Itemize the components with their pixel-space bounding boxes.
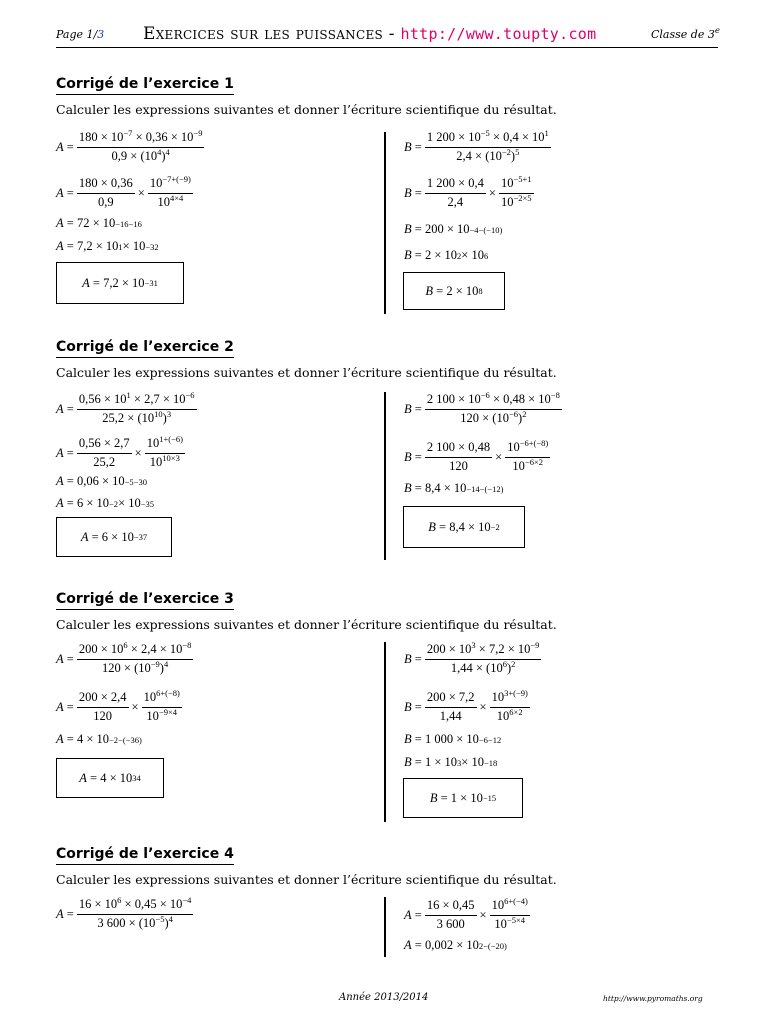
page-title: Exercices sur les puissances - http://www.toupty.com [143, 24, 597, 44]
s1-right-line1: B = $\frac{1 200 \times 10^{-5} \times 0,4 \times 10^1}{2,4 \times (10^{-2})^5}$ [404, 128, 549, 163]
s2-left-line3: A = 0,06 × 10 −5−30 [56, 474, 147, 488]
header-url-link[interactable]: http://www.toupty.com [400, 25, 597, 43]
s3-right-line4: B = 1 × 10 3 × 10 −18 [404, 755, 498, 769]
section-4-title: Corrigé de l’exercice 4 [56, 846, 234, 862]
s3-right-line3: B = 1 000 × 10 −6−12 [404, 732, 502, 746]
s3-left-result-box: A = 4 × 10 34 [56, 758, 164, 798]
section-3-instruction: Calculer les expressions suivantes et donner l’écriture scientifique du résultat. [56, 617, 557, 632]
s1-right-line3: B = 200 × 10 −4−(−10) [404, 222, 503, 236]
footer-year: Année 2013/2014 [339, 992, 429, 1003]
s1-left-line4: A = 7,2 × 10 1 × 10 −32 [56, 239, 159, 253]
s1-left-result-box: A = 7,2 × 10 −31 [56, 262, 184, 304]
s2-left-line2: A = $\frac{0,56 \times 2,7}{25,2}$ × $\frac{10^{1+(-6)}}{10^{10\times 3}}$ [56, 434, 183, 469]
s4-right-line2: A = $\frac{16 \times 0,45}{3 600}$ × $\frac{10^{6+(-4)}}{10^{-5\times 4}}$ [404, 896, 528, 931]
s2-right-line2: B = $\frac{2 100 \times 0,48}{120}$ × $\frac{10^{-6+(-8)}}{10^{-6\times 2}}$ [404, 438, 549, 473]
section-3-divider [384, 642, 386, 822]
s2-right-line1: B = $\frac{2 100 \times 10^{-6} \times 0,48 \times 10^{-8}}{120 \times (10^{-6})^2}$ [404, 390, 560, 425]
s1-left-line2: A = $\frac{180 \times 0,36}{0,9}$ × $\frac{10^{-7+(-9)}}{10^{4\times 4}}$ [56, 174, 191, 209]
section-2-divider [384, 392, 386, 560]
section-3-title: Corrigé de l’exercice 3 [56, 591, 234, 607]
s2-left-line4: A = 6 × 10 −2 × 10 −35 [56, 496, 155, 510]
s1-right-line2: B = $\frac{1 200 \times 0,4}{2,4}$ × $\frac{10^{-5+1}}{10^{-2\times 5}}$ [404, 174, 532, 209]
s1-left-line3: A = 72 × 10 −16−16 [56, 216, 142, 230]
section-4-divider [384, 897, 386, 957]
s3-right-line1: B = $\frac{200 \times 10^3 \times 7,2 \times 10^{-9}}{1,44 \times (10^6)^2}$ [404, 640, 540, 675]
s2-right-result-box: B = 8,4 × 10 −2 [403, 506, 525, 548]
footer-site-link[interactable]: http://www.pyromaths.org [603, 994, 703, 1003]
page-number: Page 1/3 [56, 28, 105, 41]
s3-left-line2: A = $\frac{200 \times 2,4}{120}$ × $\frac{10^{6+(-8)}}{10^{-9\times 4}}$ [56, 688, 180, 723]
s2-right-line3: B = 8,4 × 10 −14−(−12) [404, 481, 504, 495]
s4-right-line3: A = 0,002 × 10 2−(−20) [404, 938, 507, 952]
s3-left-line1: A = $\frac{200 \times 10^6 \times 2,4 \times 10^{-8}}{120 \times (10^{-9})^4}$ [56, 640, 192, 675]
s2-left-line1: A = $\frac{0,56 \times 10^1 \times 2,7 \times 10^{-6}}{25,2 \times (10^{10})^3}$ [56, 390, 195, 425]
s3-left-line3: A = 4 × 10 −2−(−36) [56, 732, 142, 746]
s3-right-line2: B = $\frac{200 \times 7,2}{1,44}$ × $\frac{10^{3+(-9)}}{10^{6\times 2}}$ [404, 688, 528, 723]
section-4-instruction: Calculer les expressions suivantes et donner l’écriture scientifique du résultat. [56, 872, 557, 887]
s1-right-line4: B = 2 × 10 2 × 10 6 [404, 248, 489, 262]
section-1-instruction: Calculer les expressions suivantes et donner l’écriture scientifique du résultat. [56, 102, 557, 117]
s4-left-line1: A = $\frac{16 \times 10^6 \times 0,45 \times 10^{-4}}{3 600 \times (10^{-5})^4}$ [56, 895, 192, 930]
section-2-title: Corrigé de l’exercice 2 [56, 339, 234, 355]
class-label: Classe de 3e [651, 26, 720, 41]
section-1-title: Corrigé de l’exercice 1 [56, 76, 234, 92]
s1-left-line1: A = $\frac{180 \times 10^{-7} \times 0,36 \times 10^{-9}}{0,9 \times (10^4)^4}$ [56, 128, 203, 163]
header-rule [56, 47, 718, 48]
section-2-instruction: Calculer les expressions suivantes et donner l’écriture scientifique du résultat. [56, 365, 557, 380]
section-1-divider [384, 132, 386, 314]
s3-right-result-box: B = 1 × 10 −15 [403, 778, 523, 818]
s1-right-result-box: B = 2 × 10 8 [403, 272, 505, 310]
s2-left-result-box: A = 6 × 10 −37 [56, 517, 172, 557]
